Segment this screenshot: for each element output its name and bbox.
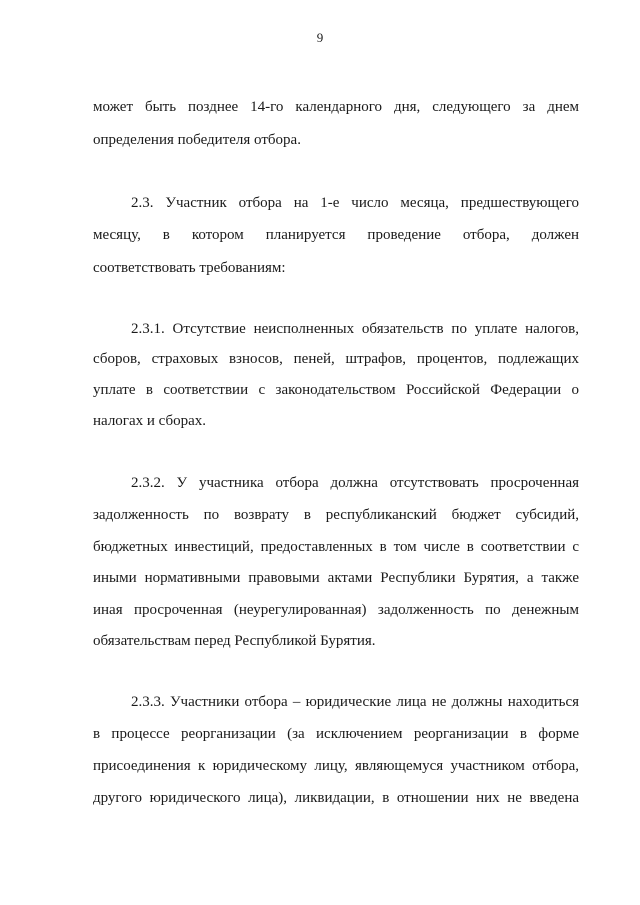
paragraph-4-line-4: иными нормативными правовыми актами Республики Бурятия, а также bbox=[93, 570, 579, 586]
paragraph-4-line-3: бюджетных инвестиций, предоставленных в том числе в соответствии с bbox=[93, 539, 579, 555]
paragraph-3-line-1: 2.3.1. Отсутствие неисполненных обязательств по уплате налогов, bbox=[131, 321, 579, 337]
paragraph-3-line-2: сборов, страховых взносов, пеней, штрафов, процентов, подлежащих bbox=[93, 351, 579, 367]
paragraph-5-line-3: присоединения к юридическому лицу, являющемуся участником отбора, bbox=[93, 758, 579, 774]
paragraph-5-line-4: другого юридического лица), ликвидации, в отношении них не введена bbox=[93, 790, 579, 806]
page-number: 9 bbox=[316, 30, 324, 45]
paragraph-2-line-3: соответствовать требованиям: bbox=[93, 260, 286, 276]
paragraph-1-line-2: определения победителя отбора. bbox=[93, 132, 301, 148]
paragraph-4-line-2: задолженность по возврату в республиканский бюджет субсидий, bbox=[93, 507, 579, 523]
paragraph-2-line-2: месяцу, в котором планируется проведение отбора, должен bbox=[93, 227, 579, 243]
paragraph-5-line-2: в процессе реорганизации (за исключением реорганизации в форме bbox=[93, 726, 579, 742]
paragraph-4-line-1: 2.3.2. У участника отбора должна отсутствовать просроченная bbox=[131, 475, 579, 491]
paragraph-1-line-1: может быть позднее 14-го календарного дня, следующего за днем bbox=[93, 99, 579, 115]
paragraph-4-line-5: иная просроченная (неурегулированная) задолженность по денежным bbox=[93, 602, 579, 618]
paragraph-4-line-6: обязательствам перед Республикой Бурятия. bbox=[93, 633, 376, 649]
paragraph-3-line-4: налогах и сборах. bbox=[93, 413, 207, 429]
paragraph-2-line-1: 2.3. Участник отбора на 1-е число месяца, предшествующего bbox=[131, 195, 579, 211]
paragraph-3-line-3: уплате в соответствии с законодательством Российской Федерации о bbox=[93, 382, 579, 398]
paragraph-5-line-1: 2.3.3. Участники отбора – юридические лица не должны находиться bbox=[131, 694, 579, 710]
